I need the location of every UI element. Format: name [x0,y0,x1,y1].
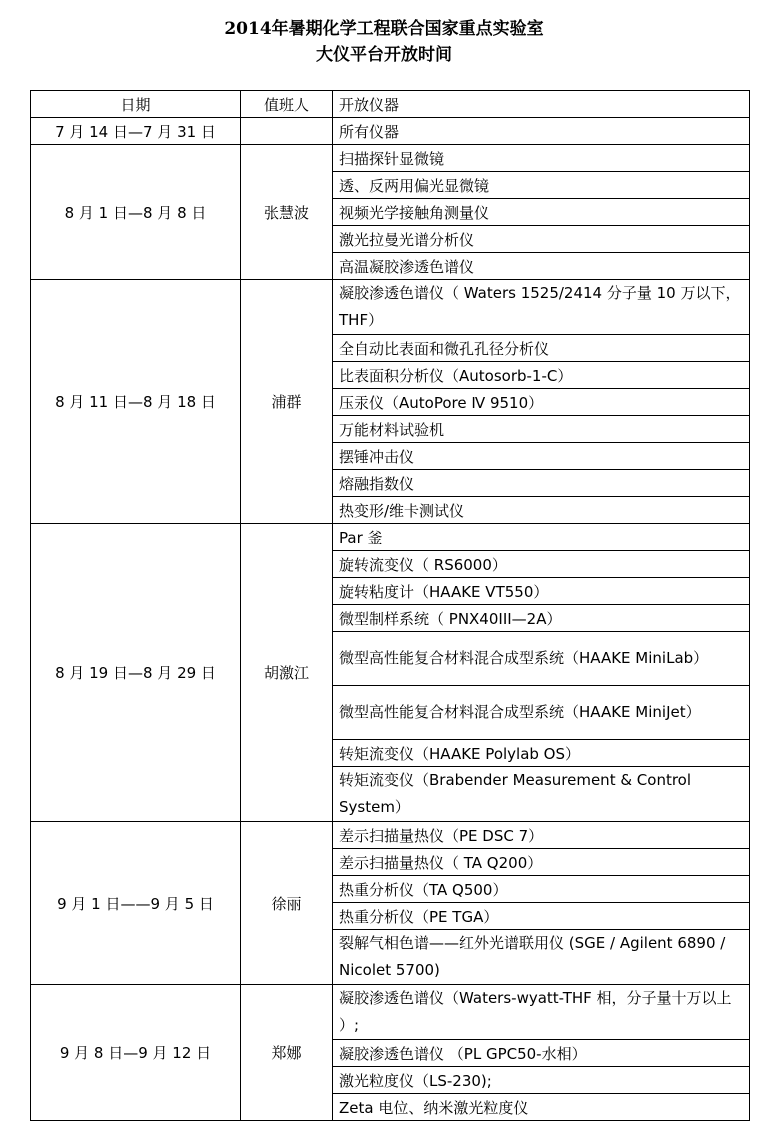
instrument-cell: 热重分析仪（TA Q500） [333,876,750,903]
table-row [31,985,750,1040]
date-cell: 8 月 1 日—8 月 8 日 [31,145,241,280]
date-cell: 8 月 19 日—8 月 29 日 [31,524,241,822]
staff-cell: 徐丽 [241,822,333,985]
header-instrument: 开放仪器 [333,91,750,118]
instrument-cell: 所有仪器 [333,118,750,145]
instrument-cell: 激光粒度仪（LS-230); [333,1067,750,1094]
instrument-cell: 热变形/维卡测试仪 [333,497,750,524]
header-date: 日期 [31,91,241,118]
instrument-cell: 差示扫描量热仪（ TA Q200） [333,849,750,876]
table-row [31,145,750,172]
instrument-cell: 微型制样系统（ PNX40III—2A） [333,605,750,632]
header-staff: 值班人 [241,91,333,118]
header-row [31,91,750,118]
instrument-cell: 扫描探针显微镜 [333,145,750,172]
table-row [31,280,750,335]
instrument-cell: 视频光学接触角测量仪 [333,199,750,226]
instrument-cell: 凝胶渗透色谱仪 （PL GPC50-水相） [333,1040,750,1067]
staff-cell [241,118,333,145]
staff-cell: 浦群 [241,280,333,524]
instrument-cell: 热重分析仪（PE TGA） [333,903,750,930]
instrument-cell: 熔融指数仪 [333,470,750,497]
table-row [31,524,750,551]
instrument-cell: 转矩流变仪（HAAKE Polylab OS） [333,740,750,767]
staff-cell: 张慧波 [241,145,333,280]
date-cell: 7 月 14 日—7 月 31 日 [31,118,241,145]
schedule-table [30,90,750,1121]
instrument-cell: 摆锤冲击仪 [333,443,750,470]
instrument-cell: 比表面积分析仪（Autosorb-1-C） [333,362,750,389]
instrument-cell: 全自动比表面和微孔孔径分析仪 [333,335,750,362]
instrument-cell: 高温凝胶渗透色谱仪 [333,253,750,280]
instrument-cell: 差示扫描量热仪（PE DSC 7） [333,822,750,849]
table-row [31,118,750,145]
date-cell: 9 月 8 日—9 月 12 日 [31,985,241,1121]
date-cell: 8 月 11 日—8 月 18 日 [31,280,241,524]
instrument-cell: 微型高性能复合材料混合成型系统（HAAKE MiniLab） [333,632,750,686]
instrument-cell: 转矩流变仪（Brabender Measurement & Control System） [333,767,750,822]
staff-cell: 胡激江 [241,524,333,822]
instrument-cell: 凝胶渗透色谱仪（ Waters 1525/2414 分子量 10 万以下，THF） [333,280,750,335]
instrument-cell: 压汞仪（AutoPore Ⅳ 9510） [333,389,750,416]
table-row [31,822,750,849]
instrument-cell: 万能材料试验机 [333,416,750,443]
instrument-cell: 透、反两用偏光显微镜 [333,172,750,199]
document-title: 2014年暑期化学工程联合国家重点实验室 [224,19,544,39]
instrument-cell: 旋转流变仪（ RS6000） [333,551,750,578]
date-cell: 9 月 1 日——9 月 5 日 [31,822,241,985]
instrument-cell: 激光拉曼光谱分析仪 [333,226,750,253]
instrument-cell: 微型高性能复合材料混合成型系统（HAAKE MiniJet） [333,686,750,740]
instrument-cell: 凝胶渗透色谱仪（Waters-wyatt-THF 相，分子量十万以上 ）; [333,985,750,1040]
document-subtitle: 大仪平台开放时间 [316,45,452,65]
instrument-cell: 裂解气相色谱——红外光谱联用仪 (SGE / Agilent 6890 / Nicolet 5700) [333,930,750,985]
instrument-cell: 旋转粘度计（HAAKE VT550） [333,578,750,605]
instrument-cell: Zeta 电位、纳米激光粒度仪 [333,1094,750,1121]
instrument-cell: Par 釜 [333,524,750,551]
staff-cell: 郑娜 [241,985,333,1121]
